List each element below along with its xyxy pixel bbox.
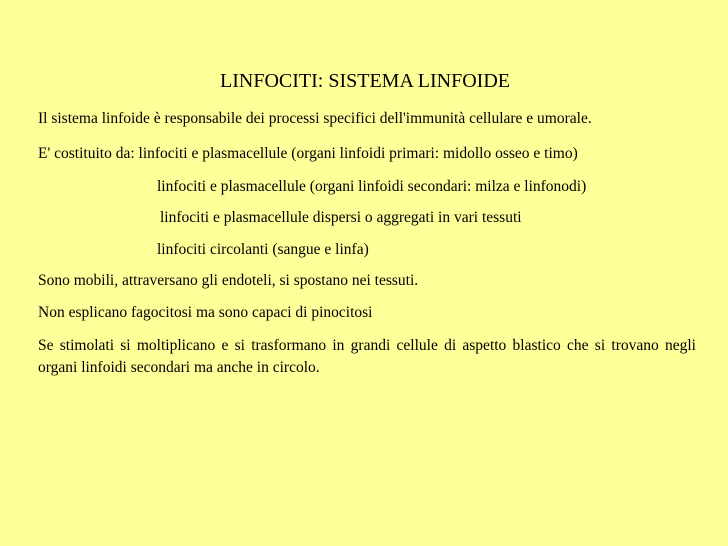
text-line-mobility: Sono mobili, attraversano gli endoteli, si spostano nei tessuti.	[38, 272, 419, 289]
text-line-composition: E' costituito da: linfociti e plasmacellule (organi linfoidi primari: midollo osseo e timo)	[38, 145, 578, 162]
slide-title: LINFOCITI: SISTEMA LINFOIDE	[220, 70, 510, 92]
text-line-pinocytosis: Non esplicano fagocitosi ma sono capaci di pinocitosi	[38, 304, 373, 321]
text-line-circulating: linfociti circolanti (sangue e linfa)	[157, 241, 369, 258]
text-line-intro: Il sistema linfoide è responsabile dei processi specifici dell'immunità cellulare e umorale.	[38, 110, 592, 127]
text-line-tissues: linfociti e plasmacellule dispersi o aggregati in vari tessuti	[160, 209, 522, 226]
text-paragraph-stimulation: Se stimolati si moltiplicano e si trasformano in grandi cellule di aspetto blastico che si trovano negli organi linfoidi secondari ma anche in circolo.	[38, 337, 696, 376]
text-line-secondary-organs: linfociti e plasmacellule (organi linfoidi secondari: milza e linfonodi)	[157, 178, 587, 195]
